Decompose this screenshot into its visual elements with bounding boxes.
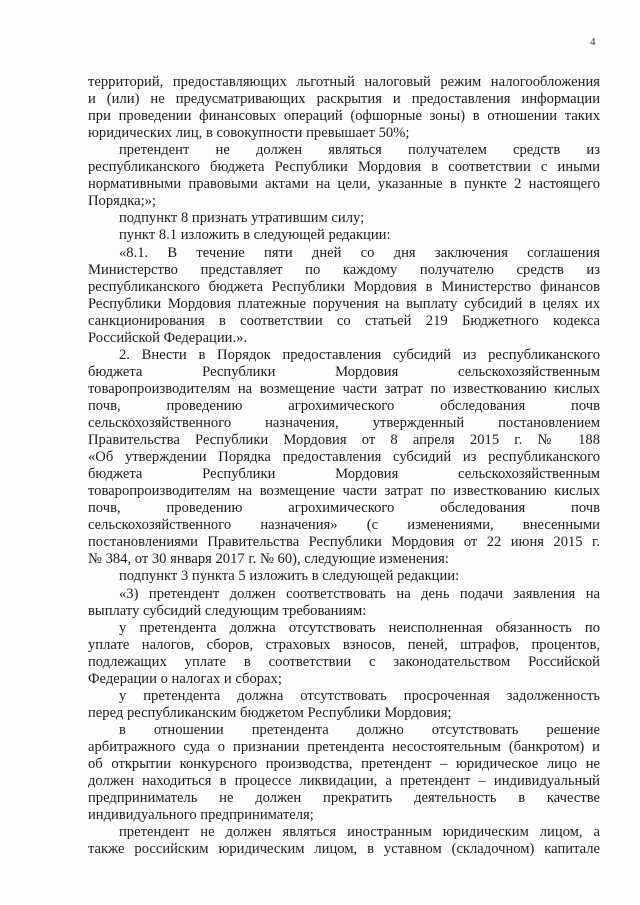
text-line: арбитражного суда о признании претендента несостоятельным (банкротом) и (88, 738, 600, 755)
text-line: об открытии конкурсного производства, претендент – юридическое лицо не (88, 756, 600, 772)
text-line: Министерство представляет по каждому получателю средств из (88, 261, 600, 278)
text-line: товаропроизводителям на возмещение части затрат по известкованию кислых (88, 380, 600, 397)
text-line: претендент не должен являться получателем средств из (119, 142, 600, 159)
text-line: Российской Федерации.». (88, 329, 248, 346)
text-line: «3) претендент должен соответствовать на день подачи заявления на (119, 585, 600, 602)
text-line: Правительства Республики Мордовия от 8 апреля 2015 г. № 188 (88, 432, 600, 449)
text-line: при проведении финансовых операций (офшорные зоны) в отношении таких (88, 108, 600, 125)
text-line: и (или) не предусматривающих раскрытия и предоставления информации (88, 91, 600, 108)
text-line: «8.1. В течение пяти дней со дня заключения соглашения (119, 244, 600, 261)
text-line: бюджета Республики Мордовия сельскохозяйственным (88, 466, 600, 483)
text-line: Федерации о налогах и сборах; (88, 670, 282, 687)
text-line: пункт 8.1 изложить в следующей редакции: (119, 227, 391, 244)
text-line: индивидуального предпринимателя; (88, 807, 314, 824)
text-line: Порядка;»; (88, 193, 157, 210)
text-line: Республики Мордовия платежные поручения на выплату субсидий в целях их (88, 295, 600, 312)
text-line: подпункт 8 признать утратившим силу; (119, 210, 365, 227)
text-line: у претендента должна отсутствовать просроченная задолженность (119, 687, 600, 704)
text-line: бюджета Республики Мордовия сельскохозяйственным (88, 363, 600, 380)
text-line: сельскохозяйственного назначения, утвержденный постановлением (88, 415, 600, 431)
text-line: должен находиться в процессе ликвидации, а претендент – индивидуальный (88, 773, 600, 790)
text-line: подпункт 3 пункта 5 изложить в следующей редакции: (119, 568, 460, 585)
text-line: подлежащих уплате в соответствии с законодательством Российской (88, 653, 600, 670)
text-line: претендент не должен являться иностранным юридическим лицом, а (119, 824, 600, 841)
text-line: почв, проведению агрохимического обследования почв (88, 500, 600, 517)
text-line: также российским юридическим лицом, в уставном (складочном) капитале (88, 841, 600, 858)
text-line: № 384, от 30 января 2017 г. № 60), следующие изменения: (88, 551, 449, 568)
text-line: территорий, предоставляющих льготный налоговый режим налогообложения (88, 74, 600, 90)
text-line: санкционирования в соответствии со статьей 219 Бюджетного кодекса (88, 312, 600, 329)
text-line: юридических лиц, в совокупности превышает 50%; (88, 125, 410, 142)
text-line: товаропроизводителям на возмещение части затрат по известкованию кислых (88, 483, 600, 500)
text-line: сельскохозяйственного назначения» (с изменениями, внесенными (88, 517, 600, 534)
text-line: республиканского бюджета Республики Мордовия в соответствии с иными (88, 159, 600, 176)
text-line: в отношении претендента должно отсутствовать решение (119, 721, 600, 738)
text-line: республиканского бюджета Республики Мордовия в Министерство финансов (88, 278, 600, 295)
text-line: постановлениями Правительства Республики Мордовия от 22 июня 2015 г. (88, 534, 600, 551)
text-line: нормативными правовыми актами на цели, указанные в пункте 2 настоящего (88, 176, 600, 193)
text-line: «Об утверждении Порядка предоставления субсидий из республиканского (88, 449, 600, 466)
text-line: выплату субсидий следующим требованиям: (88, 602, 367, 619)
text-line: почв, проведению агрохимического обследования почв (88, 397, 600, 414)
text-line: уплате налогов, сборов, страховых взносов, пеней, штрафов, процентов, (88, 636, 600, 653)
text-line: 2. Внести в Порядок предоставления субсидий из республиканского (119, 346, 600, 363)
page-number: 4 (590, 36, 596, 48)
text-line: у претендента должна отсутствовать неисполненная обязанность по (119, 619, 600, 636)
text-line: предприниматель не должен прекратить деятельность в качестве (88, 790, 600, 807)
text-line: перед республиканским бюджетом Республики Мордовия; (88, 704, 452, 721)
